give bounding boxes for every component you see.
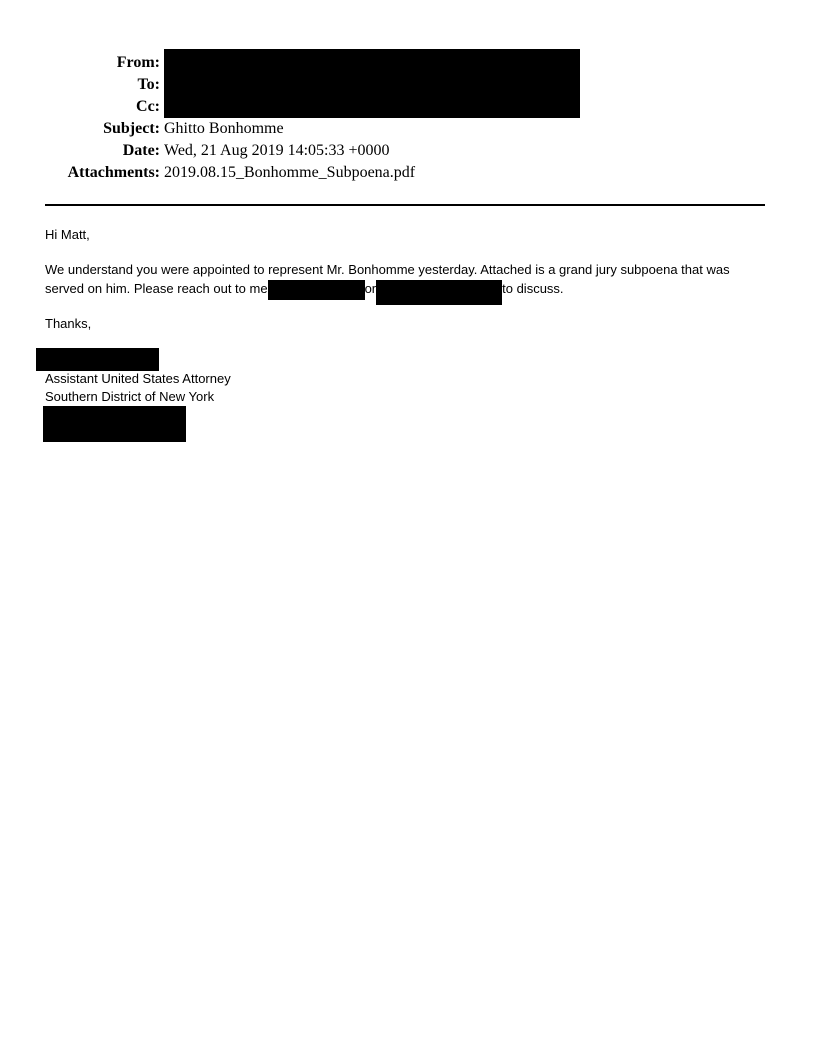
subject-value: Ghitto Bonhomme: [164, 120, 284, 137]
from-label: From:: [116, 54, 160, 71]
paragraph-line-2-part-2: or: [364, 281, 377, 296]
subject-row: [0, 118, 816, 140]
date-row: [0, 140, 816, 162]
date-label: Date:: [122, 142, 160, 159]
signature-contact-redaction: [43, 406, 186, 442]
to-label: To:: [137, 76, 160, 93]
paragraph-line-2: [45, 280, 564, 305]
signature-office: Southern District of New York: [45, 389, 215, 404]
date-value: Wed, 21 Aug 2019 14:05:33 +0000: [164, 142, 390, 159]
greeting: Hi Matt,: [45, 227, 90, 242]
signature-title: Assistant United States Attorney: [45, 371, 231, 386]
attachments-value: 2019.08.15_Bonhomme_Subpoena.pdf: [164, 164, 416, 181]
paragraph-line-1: We understand you were appointed to represent Mr. Bonhomme yesterday. Attached is a grand jury subpoena that was: [45, 262, 730, 277]
paragraph-line-2-part-1: served on him. Please reach out to me: [45, 281, 268, 296]
phone-redaction: [268, 280, 365, 300]
subject-label: Subject:: [103, 120, 160, 137]
closing: Thanks,: [45, 316, 92, 331]
signature-name-redaction: [36, 348, 159, 371]
cc-label: Cc:: [136, 98, 160, 115]
attachments-label: Attachments:: [67, 164, 160, 181]
paragraph-line-2-part-3: to discuss.: [502, 281, 564, 296]
header-recipients-redaction: [164, 49, 580, 118]
email-redaction: [376, 280, 502, 305]
attachments-row: [0, 162, 816, 184]
header-divider: [45, 204, 765, 206]
